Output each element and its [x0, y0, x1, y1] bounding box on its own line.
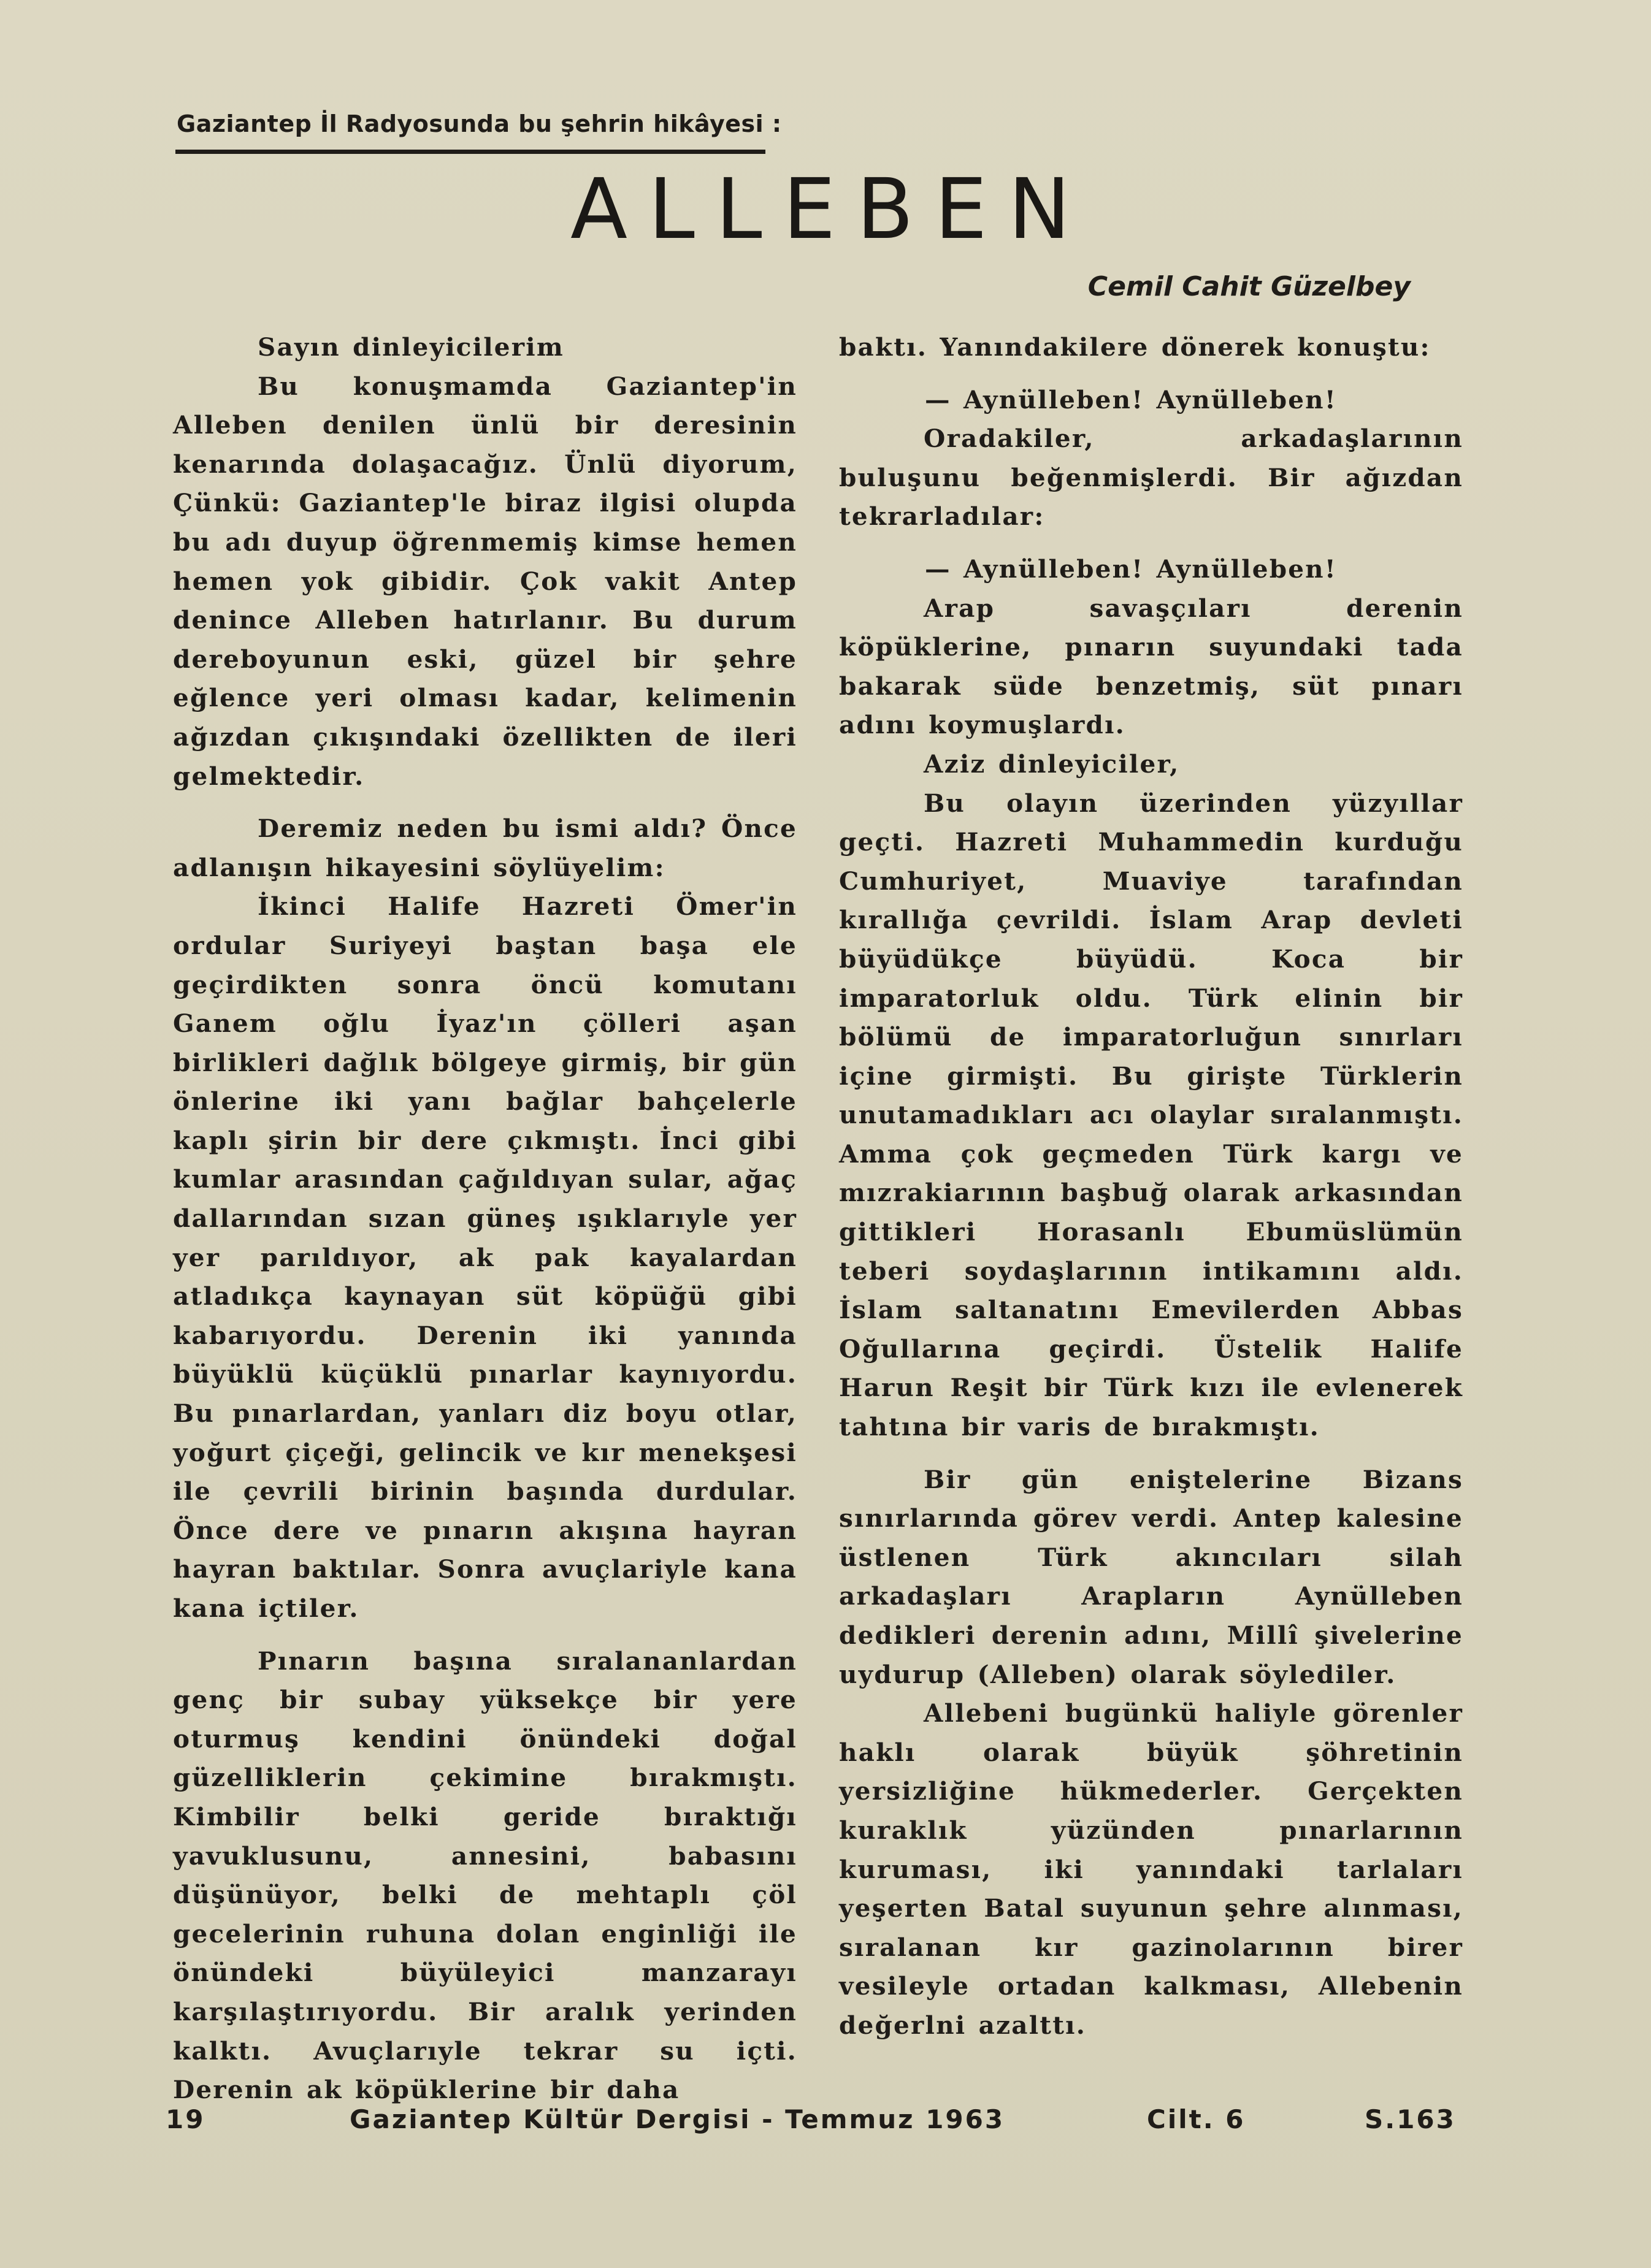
paragraph: Bir gün eniştelerine Bizans sınırlarında görev verdi. Antep kalesine üstlenen Türk akıncıları silah arkadaşları Arapların Aynülleben dedikleri derenin adını, Millî şivelerine uydurup (Alleben) olarak söylediler. [839, 1464, 1463, 1689]
paragraph: Pınarın başına sıralananlardan genç bir subay yüksekçe bir yere oturmuş kendini önündeki doğal güzelliklerin çekimine bırakmıştı. Kimbilir belki geride bıraktığı yavuklusunu, annesini, babasını düşünüyor, belki de mehtaplı çöl gecelerinin ruhuna dolan enginliği ile önündeki büyüleyici manzarayı karşılaştırıyordu. Bir aralık yerinden kalktı. Avuçlarıyle tekrar su içti. Derenin ak köpüklerine bir daha [173, 1646, 797, 2105]
paragraph: Bu olayın üzerinden yüzyıllar geçti. Hazreti Muhammedin kurduğu Cumhuriyet, Muaviye tarafından kırallığa çevrildi. İslam Arap devleti büyüdükçe büyüdü. Koca bir imparatorluk oldu. Türk elinin bir bölümü de imparatorluğun sınırları içine girmişti. Bu girişte Türklerin unutamadıkları acı olaylar sıralanmıştı. Amma çok geçmeden Türk kargı ve mızrakiarının başbuğ olarak arkasından gittikleri Horasanlı Ebumüslümün teberi soydaşlarının intikamını aldı. İslam saltanatını Emevilerden Abbas Oğullarına geçirdi. Üstelik Halife Harun Reşit bir Türk kızı ile evlenerek tahtına bir varis de bırakmıştı. [839, 788, 1463, 1442]
paragraph: Arap savaşçıları derenin köpüklerine, pınarın suyundaki tada bakarak süde benzetmiş, süt pınarı adını koymuşlardı. [839, 593, 1463, 740]
paragraph: Bu konuşmamda Gaziantep'in Alleben denilen ünlü bir deresinin kenarında dolaşacağız. Ünlü diyorum, Çünkü: Gaziantep'le biraz ilgisi olupda bu adı duyup öğrenmemiş kimse hemen hemen yok gibidir. Çok vakit Antep denince Alleben hatırlanır. Bu durum dereboyunun eski, güzel bir şehre eğlence yeri olması kadar, kelimenin ağızdan çıkışındaki özellikten de ileri gelmektedir. [173, 371, 797, 791]
issue-label: S.163 [1365, 2104, 1456, 2134]
article-author: Cemil Cahit Güzelbey [1087, 271, 1411, 302]
dialogue-line: — Aynülleben! Aynülleben! [925, 554, 1337, 584]
paragraph: Deremiz neden bu ismi aldı? Önce adlanışın hikayesini söylüyelim: [173, 814, 797, 882]
article-title: ALLEBEN [570, 161, 1092, 258]
paragraph: baktı. Yanındakilere dönerek konuştu: [839, 332, 1431, 362]
page-number: 19 [166, 2104, 205, 2134]
left-column [173, 328, 797, 2110]
dialogue-line: — Aynülleben! Aynülleben! [925, 384, 1337, 414]
header-rule [175, 150, 765, 154]
magazine-name: Gaziantep Kültür Dergisi - Temmuz 1963 [350, 2104, 1005, 2134]
paragraph: Allebeni bugünkü haliyle görenler haklı olarak büyük şöhretinin yersizliğine hükmederler. Gerçekten kuraklık yüzünden pınarlarının kuruması, iki yanındaki tarlaları yeşerten Batal suyunun şehre alınması, sıralanan kır gazinolarının birer vesileyle ortadan kalkması, Allebenin değerlni azalttı. [839, 1698, 1463, 2040]
volume-label: Cilt. 6 [1147, 2104, 1246, 2134]
paragraph: Aziz dinleyiciler, [924, 749, 1180, 779]
right-column [839, 328, 1463, 2045]
paragraph: Oradakiler, arkadaşlarının buluşunu beğenmişlerdi. Bir ağızdan tekrarladılar: [839, 424, 1463, 532]
paragraph: İkinci Halife Hazreti Ömer'in ordular Suriyeyi baştan başa ele geçirdikten sonra öncü komutanı Ganem oğlu İyaz'ın çölleri aşan birlikleri dağlık bölgeye girmiş, bir gün önlerine iki yanı bağlar bahçelerle kaplı şirin bir dere çıkmıştı. İnci gibi kumlar arasından çağıldıyan sular, ağaç dallarından sızan güneş ışıklarıyle yer yer parıldıyor, ak pak kayalardan atladıkça kaynayan süt köpüğü gibi kabarıyordu. Derenin iki yanında büyüklü küçüklü pınarlar kaynıyordu. Bu pınarlardan, yanları diz boyu otlar, yoğurt çiçeği, gelincik ve kır menekşesi ile çevrili birinin başında durdular. Önce dere ve pınarın akışına hayran hayran baktılar. Sonra avuçlariyle kana kana içtiler. [173, 892, 797, 1623]
header-kicker: Gaziantep İl Radyosunda bu şehrin hikâyesi : [177, 110, 782, 137]
paragraph: Sayın dinleyicilerim [258, 332, 564, 362]
